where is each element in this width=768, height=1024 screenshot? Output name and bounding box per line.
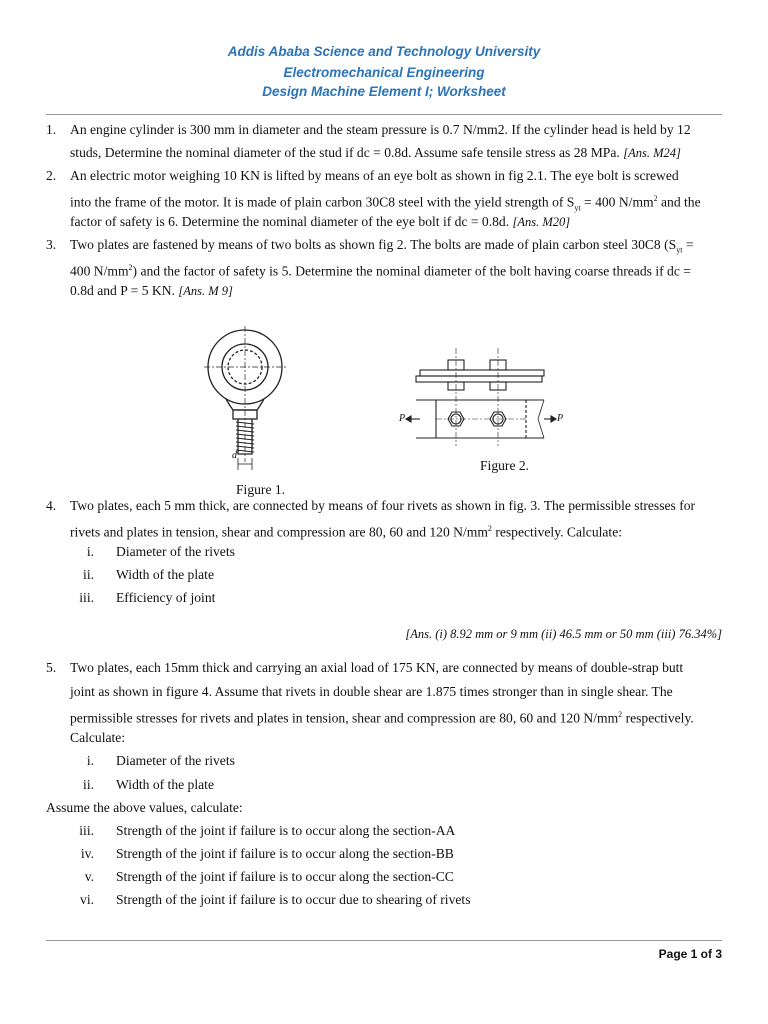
q4-answer: [Ans. (i) 8.92 mm or 9 mm (ii) 46.5 mm or 50 mm (iii) 76.34%] [405, 627, 722, 641]
q3-number: 3. [46, 237, 57, 252]
q2-line2-sub: yt [574, 203, 581, 213]
header-university: Addis Ababa Science and Technology University [227, 44, 541, 59]
q4-item-1: Diameter of the rivets [116, 544, 235, 559]
q5-line3-b: respectively. [622, 710, 694, 726]
q1-line2-text: studs, Determine the nominal diameter of the stud if dc = 0.8d. Assume safe tensile stress as 28 MPa. [70, 145, 620, 160]
page-number: Page 1 of 3 [658, 947, 722, 961]
q3-line2 [70, 260, 691, 280]
q5-item-2: Width of the plate [116, 777, 214, 792]
q5-assume: Assume the above values, calculate: [46, 800, 243, 815]
q5-item-3: Strength of the joint if failure is to occur along the section-AA [116, 823, 456, 838]
q3-line1 [70, 237, 694, 259]
fig2-bottom-plate [416, 376, 542, 382]
figure2-bolted-plates [398, 348, 568, 448]
fig2-top-plate [420, 370, 544, 376]
q5-line3 [70, 707, 694, 727]
figure2-p-left: P [399, 413, 406, 424]
q5-item-5-num: v. [84, 869, 94, 884]
q4-line1: Two plates, each 5 mm thick, are connected by means of four rivets as shown in fig. 3. The permissible stresses for [70, 498, 696, 513]
q5-line2: joint as shown in figure 4. Assume that rivets in double shear are 1.875 times stronger than in single shear. The [70, 684, 673, 699]
q3-line3 [70, 283, 233, 299]
header-divider [46, 114, 722, 115]
q3-line2-sup: 2 [128, 263, 133, 272]
figure1-caption: Figure 1. [236, 482, 286, 497]
q5-line4: Calculate: [70, 730, 126, 745]
q3-answer: [Ans. M 9] [178, 284, 233, 298]
q4-item-3-num: iii. [79, 590, 94, 605]
header-course: Design Machine Element I; Worksheet [262, 84, 506, 99]
q5-number: 5. [46, 660, 57, 675]
q5-item-4-num: iv. [80, 846, 94, 861]
q2-line3-text: factor of safety is 6. Determine the nominal diameter of the eye bolt if dc = 0.8d. [70, 214, 510, 229]
q2-line2-sup: 2 [653, 194, 658, 203]
q4-item-2: Width of the plate [116, 567, 214, 582]
q5-line1: Two plates, each 15mm thick and carrying an axial load of 175 KN, are connected by means of double-strap butt [70, 660, 684, 675]
q3-line2-b: ) and the factor of safety is 5. Determine the nominal diameter of the bolt having coarse threads if dc = [132, 263, 691, 279]
figure1-d-label: d [232, 450, 237, 461]
q2-line3 [70, 214, 570, 230]
figure2-caption: Figure 2. [480, 458, 530, 473]
q2-line2-b: = 400 N/mm [580, 194, 654, 210]
q5-item-6-num: vi. [80, 892, 94, 907]
q3-line2-a: 400 N/mm [70, 263, 129, 279]
q4-item-3: Efficiency of joint [116, 590, 216, 605]
q1-line1: An engine cylinder is 300 mm in diameter and the steam pressure is 0.7 N/mm2. If the cylinder head is held by 12 [70, 122, 691, 137]
q5-line3-a: permissible stresses for rivets and plates in tension, shear and compression are 80, 60 and 120 N/mm [70, 710, 619, 726]
q4-line2 [70, 521, 622, 541]
footer-divider [46, 940, 722, 941]
figure2-p-right: P [557, 413, 564, 424]
figure1-eye-bolt [200, 322, 290, 472]
q5-item-5: Strength of the joint if failure is to occur along the section-CC [116, 869, 454, 884]
q5-item-2-num: ii. [83, 777, 94, 792]
q4-item-1-num: i. [86, 544, 94, 559]
q5-item-6: Strength of the joint if failure is to occur due to shearing of rivets [116, 892, 471, 907]
q5-item-3-num: iii. [79, 823, 94, 838]
q5-item-1-num: i. [86, 753, 94, 768]
q2-line2-a: into the frame of the motor. It is made of plain carbon 30C8 steel with the yield strength of S [70, 194, 575, 210]
q2-line1: An electric motor weighing 10 KN is lifted by means of an eye bolt as shown in fig 2.1. The eye bolt is screwed [70, 168, 679, 183]
q1-answer: [Ans. M24] [623, 146, 681, 160]
q1-line2 [70, 145, 681, 161]
q2-number: 2. [46, 168, 57, 183]
q3-line1-sub: yt [676, 245, 683, 255]
q3-line1-end: = [682, 237, 694, 252]
q2-answer: [Ans. M20] [512, 215, 571, 229]
q5-item-4: Strength of the joint if failure is to occur along the section-BB [116, 846, 454, 861]
q2-line2 [70, 191, 701, 216]
q5-item-1: Diameter of the rivets [116, 753, 235, 768]
q2-line2-c: and the [657, 194, 701, 210]
q3-line1-text: Two plates are fastened by means of two bolts as shown fig 2. The bolts are made of plain carbon steel 30C8 (S [70, 237, 677, 252]
q1-number: 1. [46, 122, 57, 137]
q4-line2-sup: 2 [487, 524, 492, 533]
q4-number: 4. [46, 498, 57, 513]
q5-line3-sup: 2 [618, 710, 623, 719]
q4-item-2-num: ii. [83, 567, 94, 582]
q3-line3-text: 0.8d and P = 5 KN. [70, 283, 175, 298]
q4-line2-a: rivets and plates in tension, shear and compression are 80, 60 and 120 N/mm [70, 524, 488, 540]
header-department: Electromechanical Engineering [283, 65, 485, 80]
q4-line2-b: respectively. Calculate: [491, 524, 623, 540]
